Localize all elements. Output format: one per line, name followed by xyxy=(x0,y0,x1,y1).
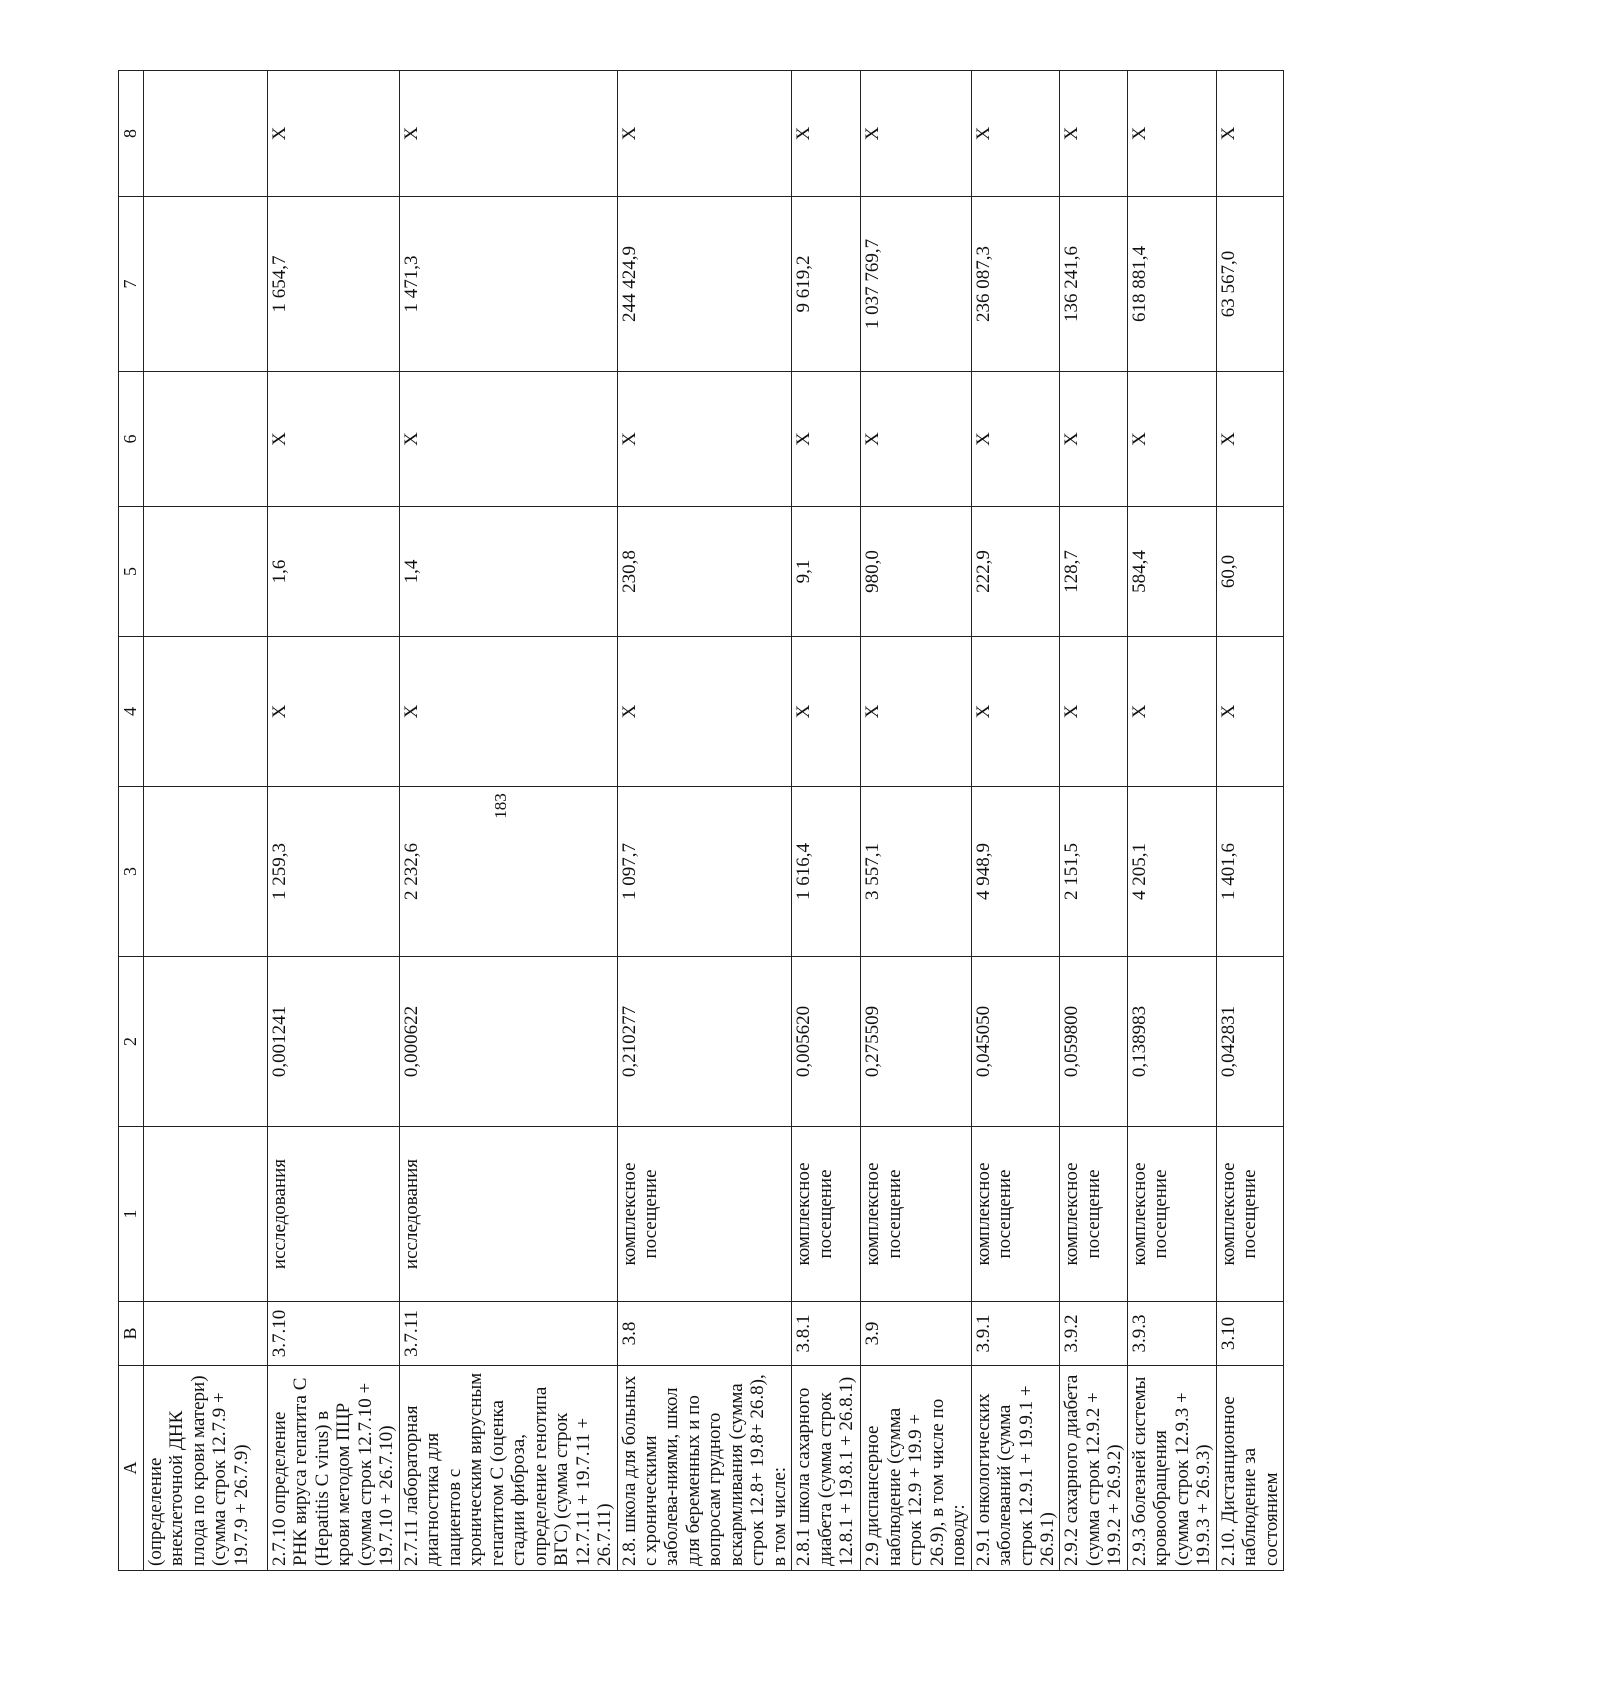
unit-cell: комплексное посещение xyxy=(1060,1127,1127,1302)
row-label: 2.7.10 определение РНК вируса гепатита С (Hepatitis C virus) в крови методом ПЦР (сумма строк 12.7.10 + 19.7.10 + 26.7.10) xyxy=(268,1366,400,1571)
value-cell: X xyxy=(792,637,861,787)
value-cell: X xyxy=(861,637,971,787)
value-cell: 244 424,9 xyxy=(617,197,792,372)
value-cell: 0,210277 xyxy=(617,957,792,1127)
value-cell xyxy=(144,637,268,787)
value-cell: 1 037 769,7 xyxy=(861,197,971,372)
value-cell: X xyxy=(399,71,617,197)
value-cell: 4 948,9 xyxy=(971,787,1060,957)
value-cell: X xyxy=(268,372,400,507)
value-cell: 3 557,1 xyxy=(861,787,971,957)
value-cell: 4 205,1 xyxy=(1127,787,1216,957)
page-number: 183 xyxy=(491,793,510,819)
value-cell: X xyxy=(792,71,861,197)
value-cell: 0,000622 xyxy=(399,957,617,1127)
value-cell: 0,042831 xyxy=(1216,957,1283,1127)
header-cell: 7 xyxy=(119,197,144,372)
value-cell: 0,005620 xyxy=(792,957,861,1127)
value-cell: 618 881,4 xyxy=(1127,197,1216,372)
value-cell: X xyxy=(399,637,617,787)
value-cell: 1 616,4 xyxy=(792,787,861,957)
unit-cell: комплексное посещение xyxy=(971,1127,1060,1302)
unit-cell: комплексное посещение xyxy=(861,1127,971,1302)
value-cell: 222,9 xyxy=(971,507,1060,637)
unit-cell: комплексное посещение xyxy=(1216,1127,1283,1302)
row-code: 3.9.2 xyxy=(1060,1302,1127,1366)
row-code: 3.9.1 xyxy=(971,1302,1060,1366)
row-code: 3.10 xyxy=(1216,1302,1283,1366)
row-label: 2.8. школа для больных с хроническими заболева-ниями, школ для беременных и по вопросам грудного вскармливания (сумма строк 12.8+ 19.8+ 26.8), в том числе: xyxy=(617,1366,792,1571)
header-cell: 2 xyxy=(119,957,144,1127)
value-cell: 0,275509 xyxy=(861,957,971,1127)
table-row xyxy=(1127,71,1216,1571)
row-code: 3.9 xyxy=(861,1302,971,1366)
value-cell: 128,7 xyxy=(1060,507,1127,637)
table-row xyxy=(861,71,971,1571)
unit-cell: комплексное посещение xyxy=(792,1127,861,1302)
value-cell: 0,138983 xyxy=(1127,957,1216,1127)
header-cell: A xyxy=(119,1366,144,1571)
row-label: 2.9 диспансерное наблюдение (сумма строк 12.9 + 19.9 + 26.9), в том числе по поводу: xyxy=(861,1366,971,1571)
value-cell: X xyxy=(399,372,617,507)
row-code: 3.7.11 xyxy=(399,1302,617,1366)
value-cell: 1 654,7 xyxy=(268,197,400,372)
value-cell xyxy=(144,372,268,507)
table-row xyxy=(268,71,400,1571)
unit-cell: комплексное посещение xyxy=(1127,1127,1216,1302)
value-cell: X xyxy=(617,372,792,507)
unit-cell: исследования xyxy=(268,1127,400,1302)
row-code: 3.9.3 xyxy=(1127,1302,1216,1366)
value-cell: 2 232,6 xyxy=(399,787,617,957)
value-cell: X xyxy=(617,637,792,787)
header-cell: 5 xyxy=(119,507,144,637)
value-cell: X xyxy=(1060,637,1127,787)
row-label: 2.9.3 болезней системы кровообращения (сумма строк 12.9.3 + 19.9.3 + 26.9.3) xyxy=(1127,1366,1216,1571)
value-cell: X xyxy=(268,71,400,197)
value-cell: X xyxy=(1216,372,1283,507)
value-cell: 1,4 xyxy=(399,507,617,637)
row-code: 3.8 xyxy=(617,1302,792,1366)
header-cell: 8 xyxy=(119,71,144,197)
row-label: 2.10. Дистанционное наблюдение за состоянием xyxy=(1216,1366,1283,1571)
value-cell: 1 471,3 xyxy=(399,197,617,372)
value-cell xyxy=(144,787,268,957)
header-cell: 6 xyxy=(119,372,144,507)
value-cell: 1,6 xyxy=(268,507,400,637)
row-code xyxy=(144,1302,268,1366)
value-cell: 1 401,6 xyxy=(1216,787,1283,957)
value-cell: 0,001241 xyxy=(268,957,400,1127)
header-row xyxy=(119,71,144,1571)
value-cell: 0,059800 xyxy=(1060,957,1127,1127)
value-cell: 60,0 xyxy=(1216,507,1283,637)
value-cell: X xyxy=(268,637,400,787)
table-row xyxy=(792,71,861,1571)
table-row xyxy=(1216,71,1283,1571)
header-cell: 4 xyxy=(119,637,144,787)
table-row xyxy=(399,71,617,1571)
value-cell: X xyxy=(1060,372,1127,507)
value-cell: X xyxy=(1127,637,1216,787)
value-cell: X xyxy=(861,372,971,507)
value-cell: X xyxy=(1216,637,1283,787)
row-label: 2.9.1 онкологических заболеваний (сумма строк 12.9.1 + 19.9.1 + 26.9.1) xyxy=(971,1366,1060,1571)
table-row xyxy=(971,71,1060,1571)
row-label: (определение внеклеточной ДНК плода по крови матери) (сумма строк 12.7.9 + 19.7.9 + 26.7.9) xyxy=(144,1366,268,1571)
row-code: 3.7.10 xyxy=(268,1302,400,1366)
value-cell: 980,0 xyxy=(861,507,971,637)
value-cell: 236 087,3 xyxy=(971,197,1060,372)
row-label: 2.9.2 сахарного диабета (сумма строк 12.9.2 + 19.9.2 + 26.9.2) xyxy=(1060,1366,1127,1571)
value-cell: X xyxy=(971,71,1060,197)
header-cell: 3 xyxy=(119,787,144,957)
value-cell: 9,1 xyxy=(792,507,861,637)
row-label: 2.8.1 школа сахарного диабета (сумма строк 12.8.1 + 19.8.1 + 26.8.1) xyxy=(792,1366,861,1571)
value-cell: 0,045050 xyxy=(971,957,1060,1127)
value-cell: X xyxy=(1127,372,1216,507)
value-cell: X xyxy=(1216,71,1283,197)
value-cell: 2 151,5 xyxy=(1060,787,1127,957)
value-cell xyxy=(144,71,268,197)
unit-cell: исследования xyxy=(399,1127,617,1302)
value-cell xyxy=(144,957,268,1127)
value-cell: 230,8 xyxy=(617,507,792,637)
table-container xyxy=(118,71,1618,1566)
value-cell: 136 241,6 xyxy=(1060,197,1127,372)
value-cell xyxy=(144,197,268,372)
unit-cell xyxy=(144,1127,268,1302)
value-cell: X xyxy=(861,71,971,197)
table-row xyxy=(1060,71,1127,1571)
table-row xyxy=(144,71,268,1571)
value-cell: X xyxy=(792,372,861,507)
unit-cell: комплексное посещение xyxy=(617,1127,792,1302)
value-cell: X xyxy=(971,637,1060,787)
row-code: 3.8.1 xyxy=(792,1302,861,1366)
value-cell: 63 567,0 xyxy=(1216,197,1283,372)
value-cell: 1 097,7 xyxy=(617,787,792,957)
value-cell xyxy=(144,507,268,637)
value-cell: X xyxy=(1060,71,1127,197)
table-row xyxy=(617,71,792,1571)
value-cell: 1 259,3 xyxy=(268,787,400,957)
value-cell: X xyxy=(617,71,792,197)
row-label: 2.7.11 лабораторная диагностика для пациентов с хроническим вирусным гепатитом С (оценка стадии фиброза, определение генотипа ВГС) (сумма строк 12.7.11 + 19.7.11 + 26.7.11) xyxy=(399,1366,617,1571)
header-cell: 1 xyxy=(119,1127,144,1302)
value-cell: 9 619,2 xyxy=(792,197,861,372)
value-cell: 584,4 xyxy=(1127,507,1216,637)
header-cell: B xyxy=(119,1302,144,1366)
value-cell: X xyxy=(971,372,1060,507)
value-cell: X xyxy=(1127,71,1216,197)
data-table xyxy=(118,70,1284,1571)
